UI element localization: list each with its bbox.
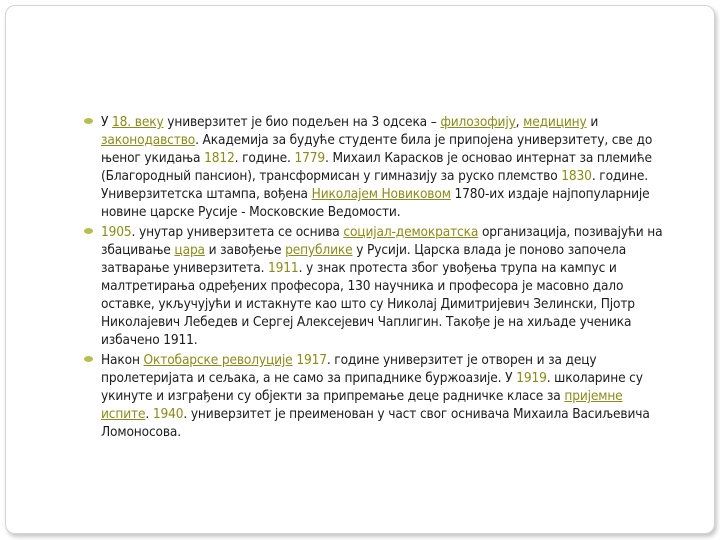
year-text: 1830 (561, 168, 592, 184)
bullet-item-2 (83, 223, 673, 349)
hyperlink[interactable]: медицину (523, 114, 587, 130)
paragraph-text: , (515, 114, 524, 130)
paragraph-text: . Академија за будуће студенте била је припојена универзитету, све до њеног укидања (101, 132, 653, 166)
paragraph-3 (101, 351, 673, 441)
paragraph-text: . унутар универзитета се оснива (131, 224, 344, 240)
year-text: 1919 (516, 370, 547, 386)
paragraph-2 (101, 223, 673, 349)
paragraph-text: и завођење (204, 242, 286, 258)
hyperlink[interactable]: 18. веку (112, 114, 164, 130)
year-text: 1940 (152, 406, 184, 422)
slide-content (83, 113, 673, 443)
paragraph-text: У (101, 114, 113, 130)
bullet-dot-icon (84, 356, 93, 362)
paragraph-text: . године универзитет је отворен и за децу пролетеријата и сељака, а не само за припаднике буржоазије. У (101, 352, 597, 386)
paragraph-text: . универзитет је преименован у част свог оснивача Михаила Васиљевича Ломоносова. (101, 406, 650, 440)
bullet-item-3 (83, 351, 673, 441)
hyperlink[interactable]: Николајем Новиковом (311, 186, 451, 202)
paragraph-text: 1780-их издаје најпопуларније новине царске Русије - Московские Ведомости. (101, 186, 650, 220)
bullet-dot-icon (84, 118, 93, 124)
paragraph-text: организација, позивајући на збацивање (101, 224, 663, 258)
year-text: 1812 (204, 150, 235, 166)
hyperlink[interactable]: филозофију (440, 114, 516, 130)
hyperlink[interactable]: републике (285, 242, 353, 258)
hyperlink[interactable]: законодавство (101, 132, 196, 148)
paragraph-text: у Русији. Царска влада је поново започела затварање универзитета. (101, 242, 627, 276)
hyperlink[interactable]: пријемне испите (101, 388, 623, 422)
hyperlink[interactable]: цара (174, 242, 205, 258)
bullet-item-1 (83, 113, 673, 221)
paragraph-text: . у знак протеста због увођења трупа на кампус и малтретирања одређених професора, 130 научника и професора је масовно дало оставке, укључујући и истакнуте као што су Николај Димитријевич Зелински, Пјотр Николајевич Лебедев и Сергеј Алексејевич Чаплигин. Такође је на хиљаде ученика избачено 1911. (101, 260, 635, 348)
paragraph-text: . школарине су укинуте и изграђени су објекти за припремање деце радничке класе за (101, 370, 643, 404)
paragraph-text: универзитет је био подељен на 3 одсека – (163, 114, 441, 130)
year-text: 1911 (268, 260, 299, 276)
paragraph-text: Након (101, 352, 144, 368)
paragraph-text: . (145, 406, 153, 422)
year-text: 1905 (101, 224, 132, 240)
paragraph-1 (101, 113, 673, 221)
bullet-dot-icon (84, 228, 93, 234)
hyperlink[interactable]: социјал-демократска (343, 224, 479, 240)
paragraph-text: и (586, 114, 599, 130)
hyperlink[interactable]: Октобарске револуције (143, 352, 293, 368)
paragraph-text: . године. Универзитетска штампа, вођена (101, 168, 648, 202)
year-text: 1779 (294, 150, 326, 166)
year-text: 1917 (296, 352, 327, 368)
paragraph-text: . Михаил Карасков је основао интернат за племиће (Благородный пансион), трансформисан у гимназију за руско племство (101, 150, 652, 184)
paragraph-text: . године. (234, 150, 295, 166)
